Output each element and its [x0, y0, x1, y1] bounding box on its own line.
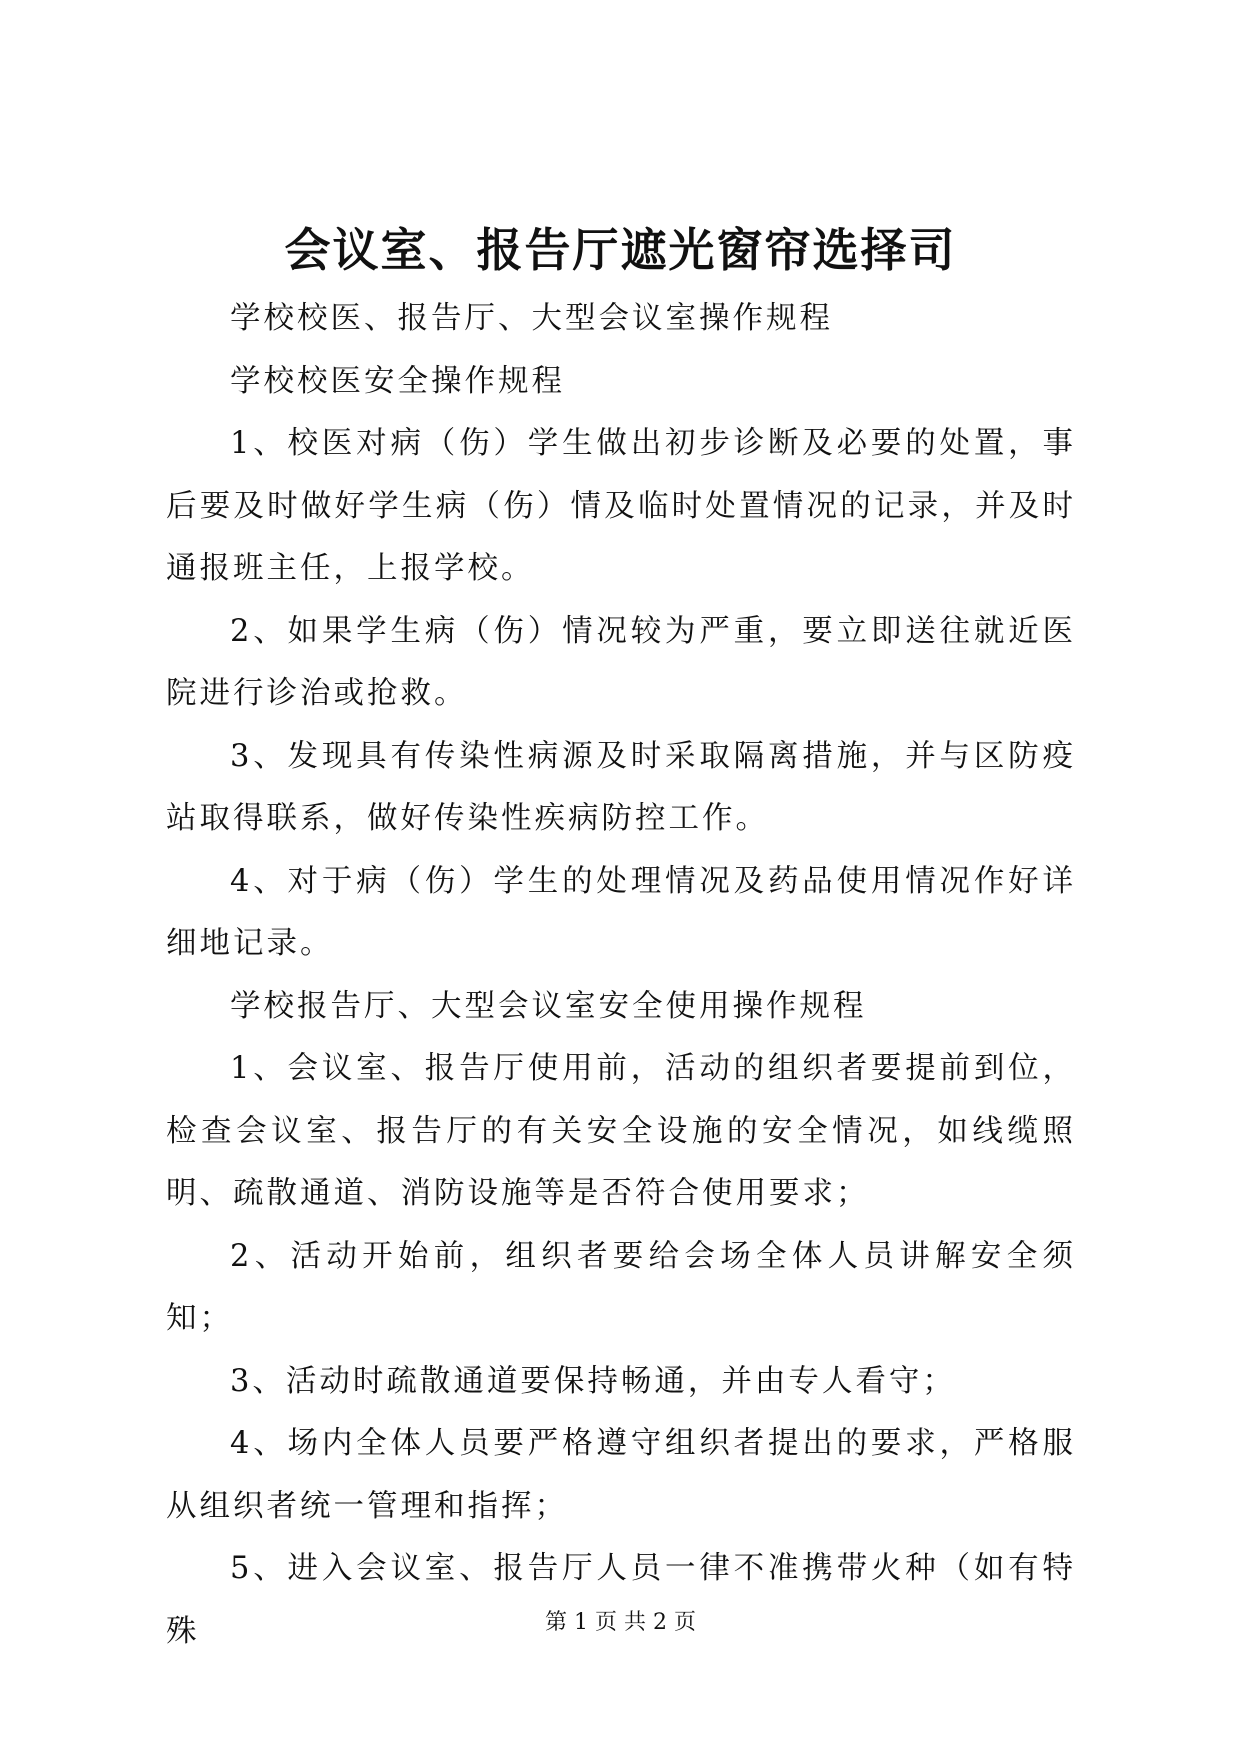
paragraph-8: 1、会议室、报告厅使用前，活动的组织者要提前到位，检查会议室、报告厅的有关安全设施的安全情况，如线缆照明、疏散通道、消防设施等是否符合使用要求； — [166, 1051, 1076, 1211]
paragraph-10: 3、活动时疏散通道要保持畅通，并由专人看守； — [230, 1363, 956, 1399]
paragraph-12: 5、进入会议室、报告厅人员一律不准携带火种（如有特殊 — [166, 1551, 1076, 1649]
paragraph-1: 学校校医、报告厅、大型会议室操作规程 — [230, 301, 833, 336]
document-title: 会议室、报告厅遮光窗帘选择司 — [284, 223, 957, 277]
paragraph-7: 学校报告厅、大型会议室安全使用操作规程 — [230, 988, 867, 1024]
paragraph-4: 2、如果学生病（伤）情况较为严重，要立即送往就近医院进行诊治或抢救。 — [166, 613, 1076, 711]
paragraph-3: 1、校医对病（伤）学生做出初步诊断及必要的处置，事后要及时做好学生病（伤）情及临时处置情况的记录，并及时通报班主任，上报学校。 — [166, 426, 1076, 586]
paragraph-9: 2、活动开始前，组织者要给会场全体人员讲解安全须知； — [166, 1238, 1076, 1336]
page-footer: 第 1 页 共 2 页 — [545, 1610, 696, 1635]
paragraph-11: 4、场内全体人员要严格遵守组织者提出的要求，严格服从组织者统一管理和指挥； — [166, 1426, 1076, 1524]
document-body — [166, 288, 1076, 1663]
paragraph-6: 4、对于病（伤）学生的处理情况及药品使用情况作好详细地记录。 — [166, 863, 1076, 961]
paragraph-5: 3、发现具有传染性病源及时采取隔离措施，并与区防疫站取得联系，做好传染性疾病防控工作。 — [166, 738, 1076, 836]
paragraph-2: 学校校医安全操作规程 — [230, 363, 565, 399]
